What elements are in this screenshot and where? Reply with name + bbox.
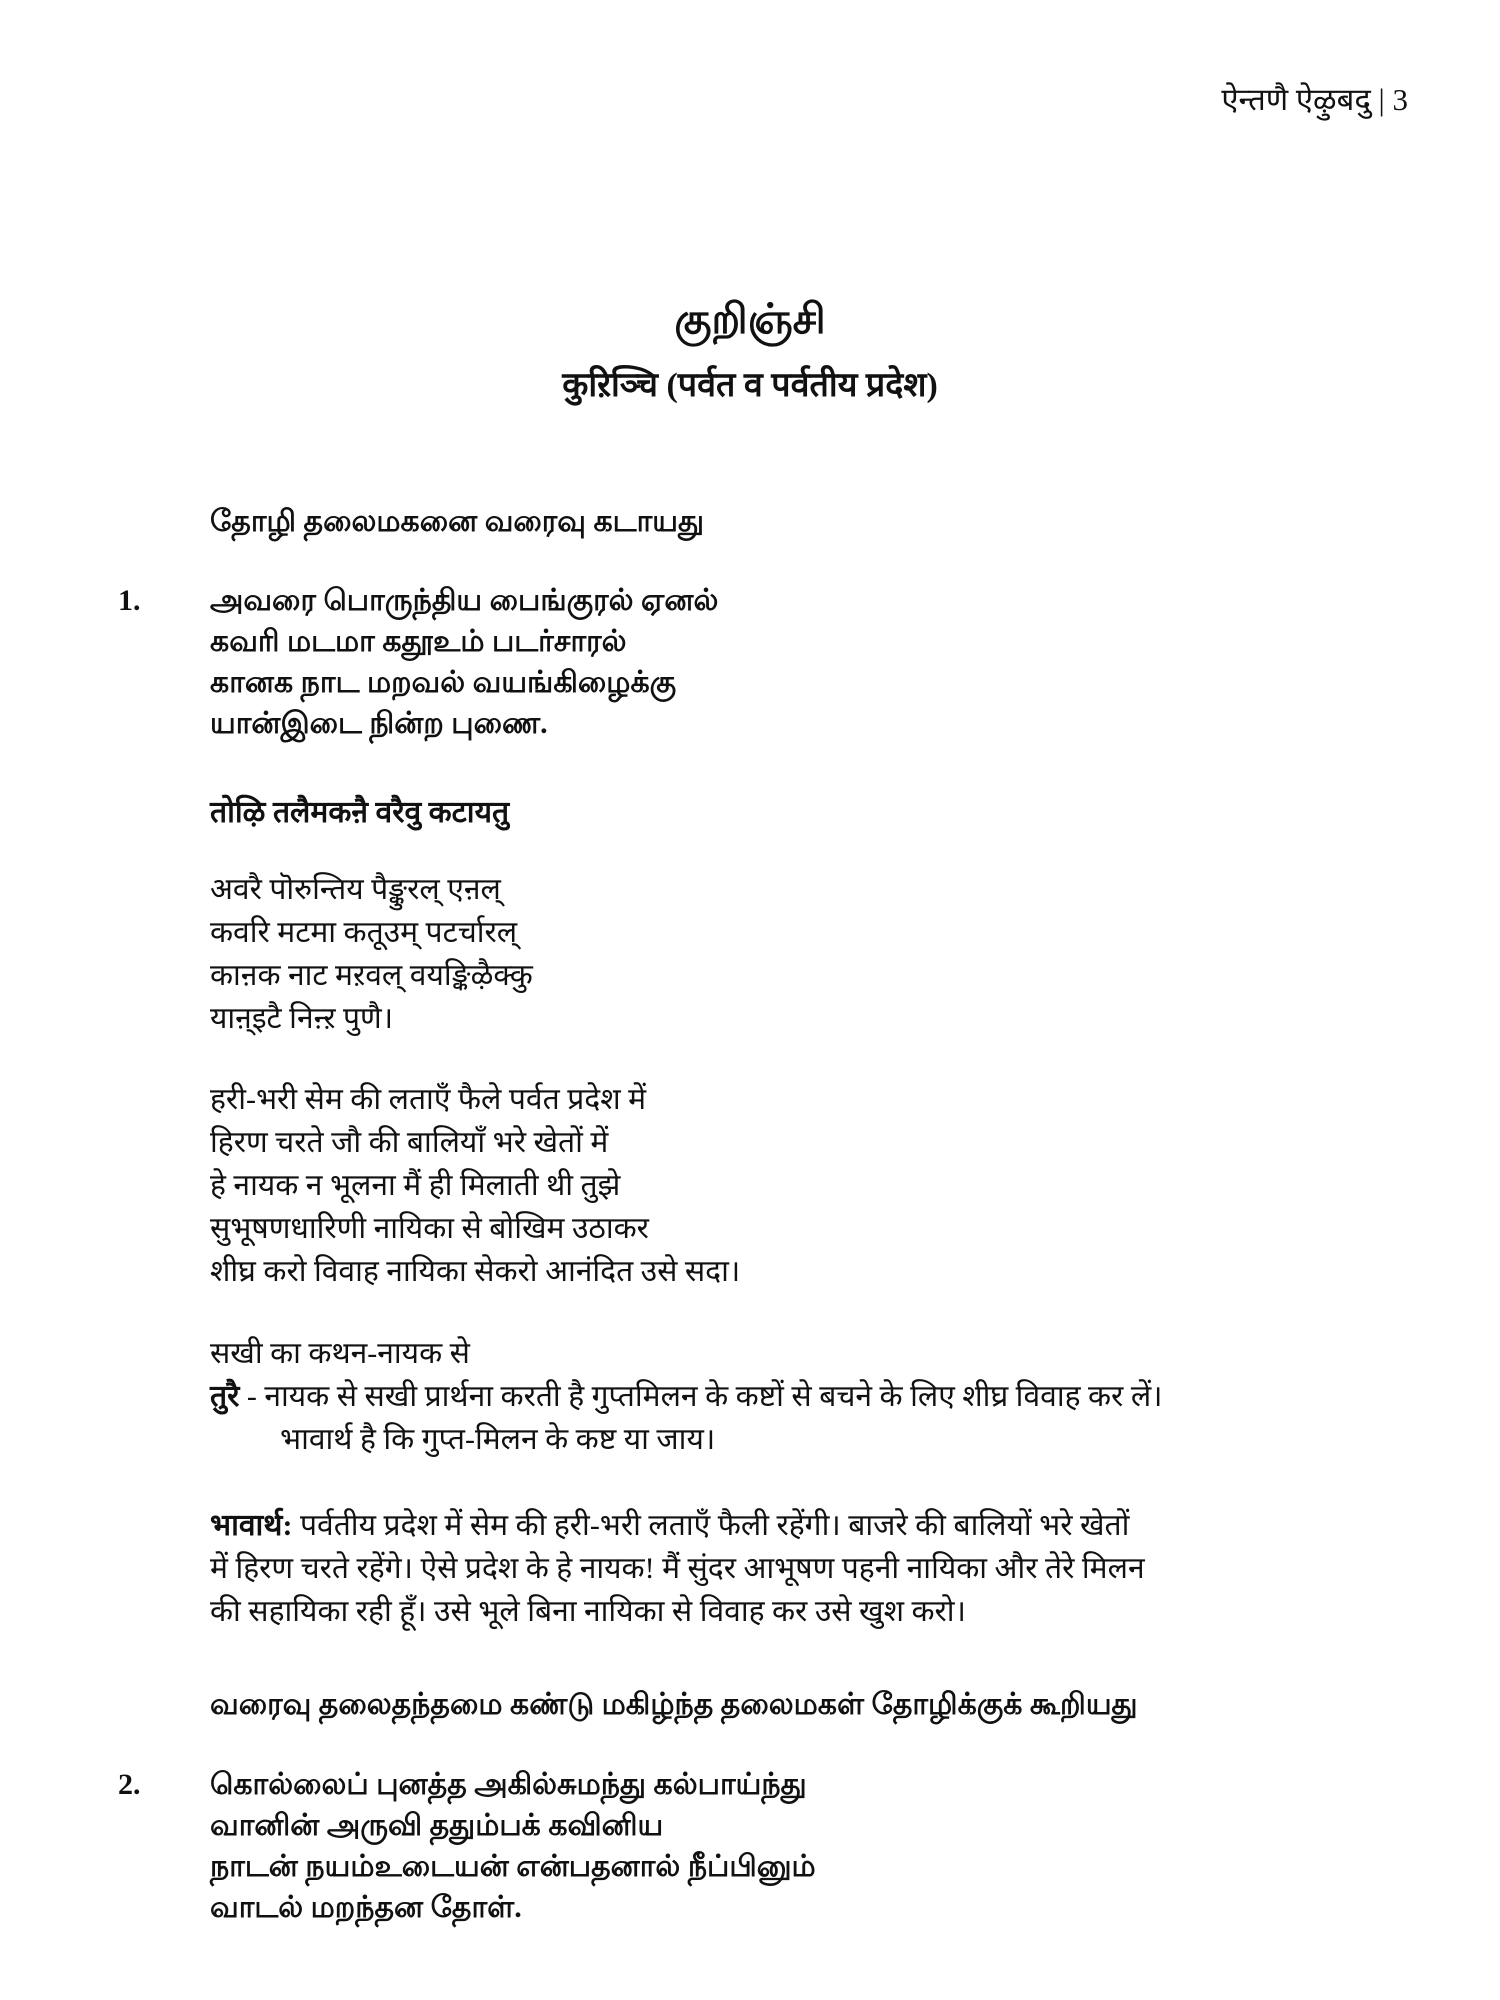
turai-line — [210, 1375, 1430, 1418]
verse-line: याऩ्इटै निऩ्ऱ पुणै। — [210, 1002, 394, 1035]
bhavarth-line — [210, 1504, 1430, 1547]
verse-2-number: 2. — [118, 1768, 141, 1801]
verse-line: सुभूषणधारिणी नायिका से बोखिम उठाकर — [210, 1212, 649, 1245]
bhavarth-text: पर्वतीय प्रदेश में सेम की हरी-भरी लताएँ फैली रहेंगी। बाजरे की बालियों भरे खेतों — [292, 1509, 1130, 1542]
bhavarth-paragraph — [210, 1504, 1430, 1633]
turai-text-continued: भावार्थ है कि गुप्त-मिलन के कष्ट या जाय। — [280, 1423, 716, 1456]
verse-line: கானக நாட மறவல் வயங்கிழைக்கு — [210, 666, 677, 699]
section-1-heading-transliteration: तोऴि तलैमकऩै वरैवु कटायतु — [210, 796, 510, 829]
verse-line: अवरै पॊरुन्तिय पैङ्कुरल् एऩल् — [210, 873, 501, 906]
running-header — [1221, 78, 1408, 120]
bhavarth-label: भावार्थ: — [210, 1509, 293, 1542]
verse-line: हरी-भरी सेम की लताएँ फैले पर्वत प्रदेश में — [210, 1083, 647, 1116]
verse-line: நாடன் நயம்உடையன் என்பதனால் நீப்பினும் — [210, 1850, 816, 1883]
verse-line: कवरि मटमा कतूउम् पटर्चारल् — [210, 916, 518, 949]
section-1-heading-tamil: தோழி தலைமகனை வரைவு கடாயது — [210, 505, 704, 538]
page-number: | 3 — [1378, 82, 1408, 117]
verse-line: அவரை பொருந்திய பைங்குரல் ஏனல் — [210, 584, 719, 617]
verse-line: हे नायक न भूलना मैं ही मिलाती थी तुझे — [210, 1169, 621, 1202]
running-title: ऐन्तणै ऐऴुबदु — [1221, 82, 1371, 117]
verse-2-tamil — [210, 1764, 816, 1928]
turai-label: तुरै — [210, 1380, 240, 1413]
bhavarth-line: में हिरण चरते रहेंगे। ऐसे प्रदेश के हे नायक! मैं सुंदर आभूषण पहनी नायिका और तेरे मिलन — [210, 1552, 1145, 1585]
verse-1-number: 1. — [118, 584, 141, 617]
verse-line: கவரி மடமா கதூஉம் படர்சாரல் — [210, 625, 627, 658]
section-2-heading-tamil: வரைவு தலைதந்தமை கண்டு மகிழ்ந்த தலைமகள் தோழிக்குக் கூறியது — [210, 1688, 1138, 1721]
verse-line: शीघ्र करो विवाह नायिका सेकरो आनंदित उसे सदा। — [210, 1255, 741, 1288]
chapter-title-tamil: குறிஞ்சி — [674, 297, 826, 343]
verse-line: கொல்லைப் புனத்த அகில்சுமந்து கல்பாய்ந்து — [210, 1768, 807, 1801]
bhavarth-line: की सहायिका रही हूँ। उसे भूले बिना नायिका से विवाह कर उसे खुश करो। — [210, 1595, 966, 1628]
verse-1-hindi-translation — [210, 1078, 740, 1293]
turai-text: - नायक से सखी प्रार्थना करती है गुप्तमिलन के कष्टों से बचने के लिए शीघ्र विवाह कर लें। — [239, 1380, 1163, 1413]
verse-line: हिरण चरते जौ की बालियाँ भरे खेतों में — [210, 1126, 609, 1159]
verse-1-tamil — [210, 580, 718, 744]
verse-line: வாடல் மறந்தன தோள். — [210, 1891, 522, 1924]
turai-note — [210, 1332, 1430, 1461]
verse-line: வானின் அருவி ததும்பக் கவினிய — [210, 1809, 664, 1842]
verse-line: काऩक नाट मऱवल् वयङ्किऴैक्कु — [210, 959, 533, 992]
context-line: सखी का कथन-नायक से — [210, 1337, 470, 1370]
chapter-title-hindi: कुऱिञ्चि (पर्वत व पर्वतीय प्रदेश) — [562, 367, 938, 404]
verse-line: யான்இடை நின்ற புணை. — [210, 707, 548, 740]
verse-1-transliteration — [210, 868, 533, 1040]
